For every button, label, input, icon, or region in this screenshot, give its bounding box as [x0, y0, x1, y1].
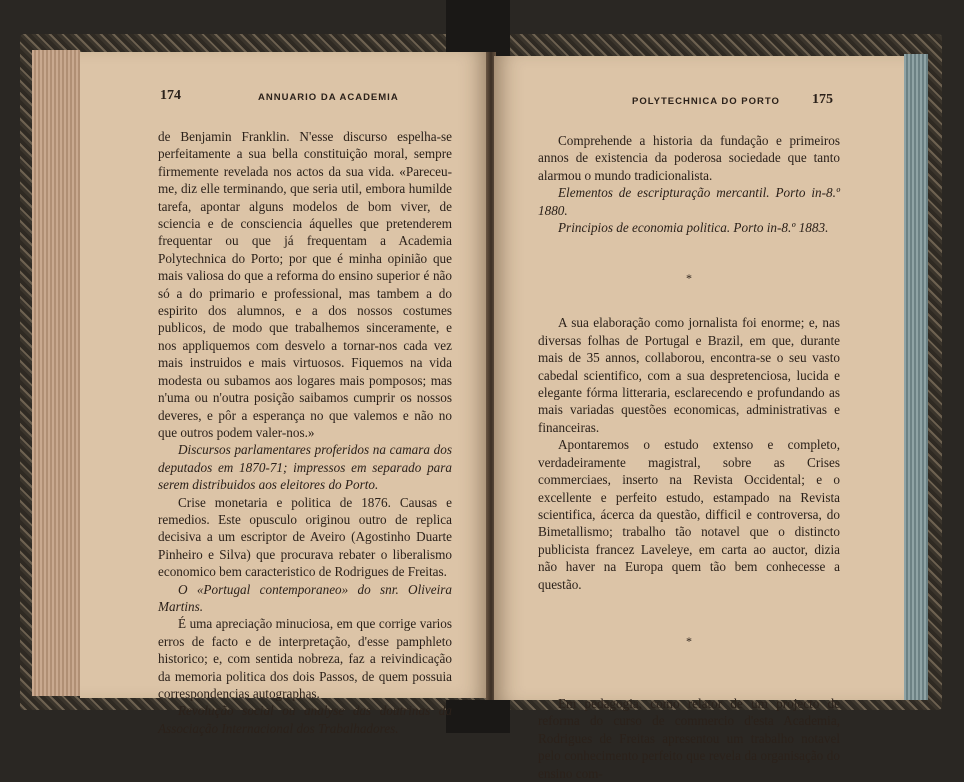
right-page-body: [538, 132, 840, 782]
left-page-body: [158, 128, 452, 737]
paragraph: Comprehende a historia da fundação e primeiros annos de existencia da poderosa sociedade que tanto alarmou o mundo tradicionalista.: [538, 133, 840, 183]
paragraph: É uma apreciação minuciosa, em que corrige varios erros de facto e de interpretação, d'esse pamphleto historico; e, com sentida nobreza, faz a reivindicação da memoria politica dos dois Passos, de quem possuia correspondencias autographas.: [158, 616, 452, 701]
paragraph: Revolução social ou analyse das doutrinas da Associação Internacional dos Trabalhadores.: [158, 703, 452, 736]
paragraph: A sua elaboração como jornalista foi enorme; e, nas diversas folhas de Portugal e Brazil, em que, durante mais de 35 annos, collaborou, encontra-se o seu vasto cabedal scientifico, com a sua despretenciosa, lucida e elegante fórma litteraria, esclarecendo e profundando as mais variadas questões economicas, administrativas e financeiras.: [538, 315, 840, 435]
spine-strap-bottom: [446, 700, 510, 733]
paragraph: Apontaremos o estudo extenso e completo, verdadeiramente magistral, sobre as Crises commerciaes, inserto na Revista Occidental; e o excellente e perfeito estudo, estampado na Revista scientifica, ácerca da questão, difficil e controversa, do Bimetallismo; trabalho tão notavel que o distincto publicista francez Laveleye, em carta ao auctor, dizia não haver na Europa quem tão bem conhecesse a questão.: [538, 437, 840, 592]
page-edges-left: [32, 50, 80, 696]
right-page: [494, 56, 904, 781]
paragraph: O «Portugal contemporaneo» do snr. Oliveira Martins.: [158, 581, 452, 614]
left-page: [80, 52, 488, 736]
section-separator: *: [686, 271, 692, 286]
page-edges-right: [904, 54, 928, 700]
paragraph: Em pedagogia, como relator de um projecto de reforma do curso de commercio d'esta Academia, Rodrigues de Freitas apresentou um trabalho notavel pelo conhecimento perfeito que revela da organisação do ensino com-: [538, 695, 840, 781]
right-running-head: POLYTECHNICA DO PORTO: [632, 96, 780, 107]
paragraph: Elementos de escripturação mercantil. Porto in-8.º 1880.: [538, 185, 840, 218]
left-running-head: ANNUARIO DA ACADEMIA: [258, 92, 399, 103]
paragraph: Crise monetaria e politica de 1876. Causas e remedios. Este opusculo originou outro de replica decisiva a um escriptor de Aveiro (Agostinho Duarte Pinheiro e Silva) que procurava rebater o liberalismo economico bem caracteristico de Rodrigues de Freitas.: [158, 494, 452, 580]
right-page-number: 175: [812, 92, 833, 107]
spine-strap-top: [446, 0, 510, 60]
section-separator: *: [686, 633, 692, 648]
left-page-number: 174: [160, 88, 181, 103]
paragraph: Principios de economia politica. Porto in-8.º 1883.: [558, 220, 829, 236]
paragraph: Discursos parlamentares proferidos na camara dos deputados em 1870-71; impressos em separado para serem distribuidos aos eleitores do Porto.: [158, 442, 452, 493]
paragraph: de Benjamin Franklin. N'esse discurso espelha-se perfeitamente a sua bella constituição moral, sempre firmemente revelada nos actos da sua vida. «Pareceu-me, diz elle terminando, que seria util, embora humilde tarefa, apontar alguns modelos de bom viver, de sciencia e de consciencia áquelles que pretenderem frequentar ou que já frequentam a Academia Polytechnica do Porto; por que é minha opinião que mais valiosa do que a reforma do ensino superior é não só a do primario e professional, mas tambem a do espirito dos alumnos, e a dos nossos costumes publicos, de modo que trabalhemos sinceramente, e nos appliquemos com desvelo a tornar-nos cada vez mais instruidos e mais virtuosos. Fiquemos na vida modesta ou subamos aos logares mais pomposos; mas n'uma ou n'outra posição saibamos cumprir os nossos deveres, e pôr a esperança no que valemos e não no que outros podem valer-nos.»: [158, 129, 452, 440]
